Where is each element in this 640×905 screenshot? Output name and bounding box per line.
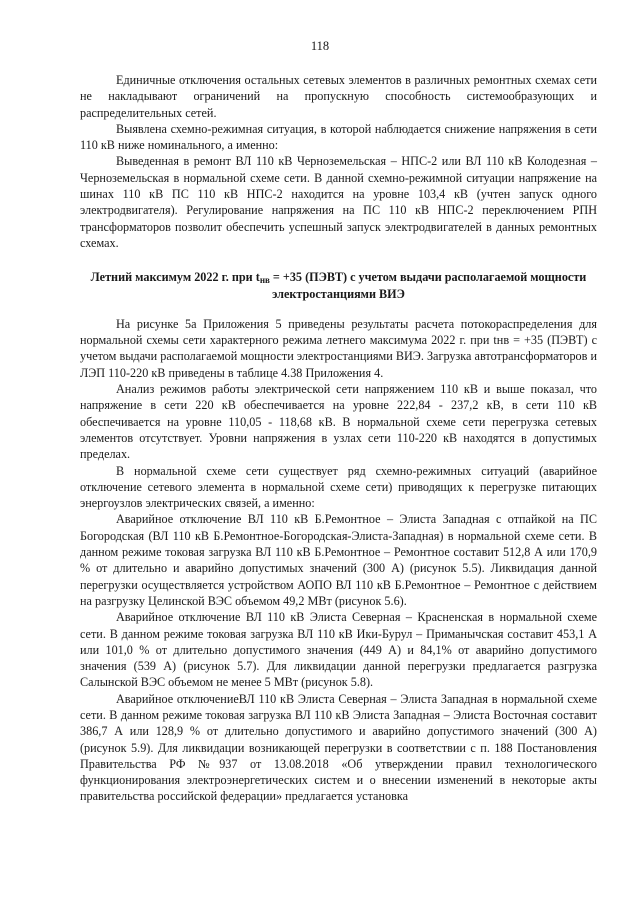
paragraph-voltage-drop-intro: Выявлена схемно-режимная ситуация, в которой наблюдается снижение напряжения в сети 110 кВ ниже номинального, а именно: (80, 121, 597, 153)
paragraph-outage-krasnenskaya: Аварийное отключение ВЛ 110 кВ Элиста Северная – Красненская в нормальной схеме сети. В данном режиме токовая загрузка ВЛ 110 кВ Ики-Бурул – Приманычская составит 453,1 А или 101,0 % от длительно допустимого значения (449 А) и 84,1% от аварийно допустимого значения (539 А) (рисунок 5.7). Для ликвидации данной перегрузки предлагается разгрузка Салынской ВЭС объемом не менее 5 МВт (рисунок 5.8). (80, 610, 597, 690)
heading-text-part1: Летний максимум 2022 г. при t (90, 270, 260, 285)
paragraph-nps2-repair: Выведенная в ремонт ВЛ 110 кВ Черноземельская – НПС-2 или ВЛ 110 кВ Колодезная – Черноземельская в нормальной схеме сети. В данной схемно-режимной ситуации напряжение на шинах 110 кВ ПС 110 кВ НПС-2 находится на уровне 103,4 кВ (учтен запуск одного электродвигателя). Регулирование напряжения на ПС 110 кВ НПС-2 переключением РПН трансформаторов позволит обеспечить успешный запуск электродвигателей в данных ремонтных схемах. (80, 154, 597, 250)
paragraph-single-outages: Единичные отключения остальных сетевых элементов в различных ремонтных схемах сети не накладывают ограничений на пропускную способность системообразующих и распределительных сетей. (80, 73, 597, 120)
paragraph-outage-remontnoe: Аварийное отключение ВЛ 110 кВ Б.Ремонтное – Элиста Западная с отпайкой на ПС Богородская (ВЛ 110 кВ Б.Ремонтное-Богородская-Элиста-Западная) в нормальной схеме сети. В данном режиме токовая загрузка ВЛ 110 кВ Б.Ремонтное – Ремонтное составит 512,8 А или 170,9 % от длительно и аварийно допустимых значений (300 А) (рисунок 5.5). Ликвидация данной перегрузки осуществляется устройством АОПО ВЛ 110 кВ Б.Ремонтное – Ремонтное с действием на разгрузку Целинской ВЭС объемом 49,2 МВт (рисунок 5.6). (80, 512, 597, 608)
section-heading (80, 269, 597, 302)
page-number: 118 (310, 39, 330, 53)
paragraph-voltage-analysis: Анализ режимов работы электрической сети напряжением 110 кВ и выше показал, что напряжение в сети 220 кВ обеспечивается на уровне 222,84 - 237,2 кВ, в сети 110 кВ обеспечивается на уровне 110,05 - 118,68 кВ. В нормальной схеме сети перегрузка сетевых элементов отсутствует. Уровни напряжения в узлах сети 110-220 кВ находятся в допустимых пределах. (80, 382, 597, 462)
heading-text-part2: = +35 (ПЭВТ) с учетом выдачи располагаемой мощности электростанциями ВИЭ (269, 270, 587, 301)
paragraph-figure-5a: На рисунке 5а Приложения 5 приведены результаты расчета потокораспределения для нормальной схемы сети характерного режима летнего максимума 2022 г. при tнв = +35 (ПЭВТ) с учетом выдачи располагаемой мощности электростанциями ВИЭ. Загрузка автотрансформаторов и ЛЭП 110-220 кВ приведены в таблице 4.38 Приложения 4. (80, 316, 597, 380)
paragraph-contingencies-intro: В нормальной схеме сети существует ряд схемно-режимных ситуаций (аварийное отключение сетевого элемента в нормальной схеме сети) приводящих к перегрузке питающих энергоузлов электрических связей, а именно: (80, 463, 597, 511)
paragraph-outage-elista-zapadnaya: Аварийное отключениеВЛ 110 кВ Элиста Северная – Элиста Западная в нормальной схеме сети. В данном режиме токовая загрузка ВЛ 110 кВ Элиста Западная – Элиста Восточная составит 386,7 А или 128,9 % от длительно допустимого и аварийно допустимого значений (300 А) (рисунок 5.9). Для ликвидации возникающей перегрузки в соответствии с п. 188 Постановления Правительства РФ №937 от 13.08.2018 «Об утверждении правил технологического функционирования электроэнергетических систем и о внесении изменений в некоторые акты правительства российской федерации» предлагается установка (80, 691, 597, 804)
page-content (80, 72, 597, 805)
heading-subscript: нв (259, 275, 270, 286)
